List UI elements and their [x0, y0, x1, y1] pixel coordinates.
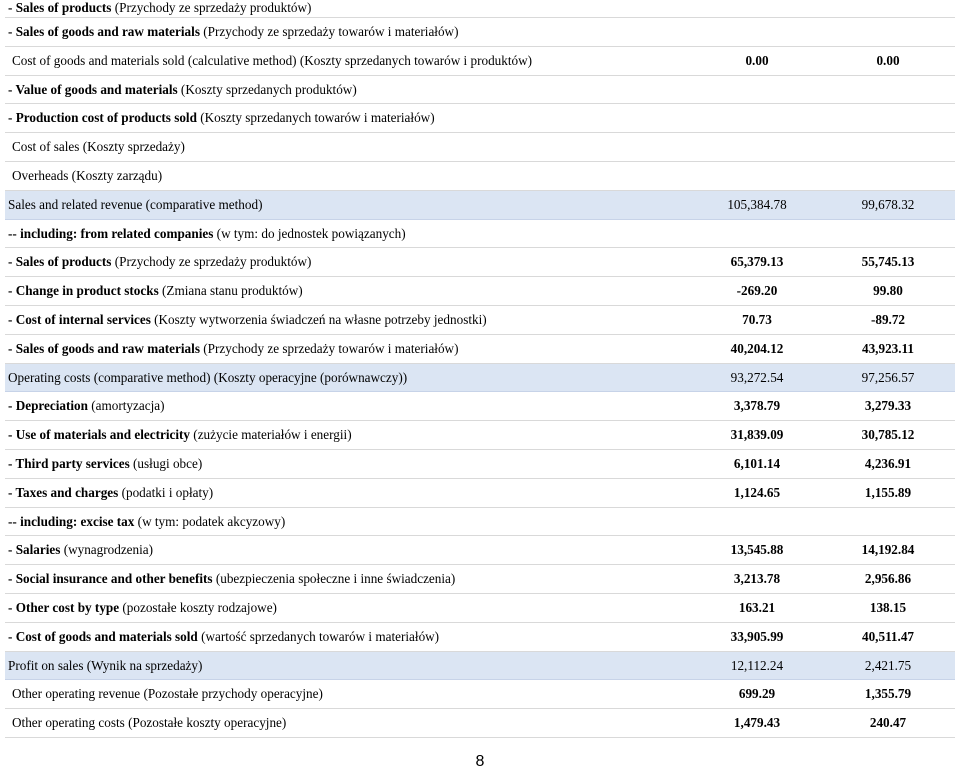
- table-row: [5, 277, 955, 306]
- value-previous: 138.15: [869, 599, 907, 615]
- row-label: [12, 162, 162, 190]
- value-previous: 240.47: [869, 715, 907, 731]
- value-previous: 97,256.57: [861, 369, 915, 385]
- row-label: [12, 709, 286, 737]
- table-row: [5, 479, 955, 508]
- table-row: [5, 594, 955, 623]
- row-label: [8, 536, 153, 564]
- row-label-text: Overheads (Koszty zarządu): [12, 167, 163, 183]
- value-previous: 1,155.89: [864, 484, 912, 500]
- row-label: [8, 479, 213, 507]
- row-label-text: (zużycie materiałów i energii): [190, 427, 352, 443]
- row-label-bold: - Production cost of products sold: [8, 110, 197, 126]
- table-row: [5, 565, 955, 594]
- value-current: 31,839.09: [730, 427, 784, 443]
- row-label-text: Sales and related revenue (comparative method): [8, 196, 263, 212]
- table-row: [5, 335, 955, 364]
- value-current: 105,384.78: [727, 196, 787, 212]
- row-label: [8, 565, 455, 593]
- row-label: [8, 450, 202, 478]
- table-row: [5, 47, 955, 76]
- row-label-bold: -- including: from related companies: [8, 225, 214, 241]
- table-row: [5, 364, 955, 393]
- row-label: [8, 623, 439, 651]
- table-row: [5, 18, 955, 47]
- value-previous: 3,279.33: [864, 398, 912, 414]
- table-row: [5, 191, 955, 220]
- value-current: 0.00: [745, 52, 769, 68]
- row-label: [8, 306, 487, 334]
- table-row: [5, 392, 955, 421]
- table-row: [5, 680, 955, 709]
- value-previous: 99,678.32: [861, 196, 915, 212]
- value-previous: 55,745.13: [861, 254, 915, 270]
- table-row: [5, 508, 955, 537]
- row-label-bold: - Third party services: [8, 455, 130, 471]
- value-current: 1,124.65: [733, 484, 781, 500]
- row-label-text: (amortyzacja): [87, 398, 165, 414]
- row-label-text: (Przychody ze sprzedaży produktów): [111, 254, 312, 270]
- value-previous: -89.72: [870, 311, 906, 327]
- value-current: 65,379.13: [730, 254, 784, 270]
- table-row: [5, 652, 955, 681]
- value-current: 93,272.54: [730, 369, 784, 385]
- table-row: [5, 76, 955, 105]
- row-label-text: (Koszty sprzedanych towarów i materiałów): [196, 110, 435, 126]
- row-label-text: Other operating costs (Pozostałe koszty operacyjne): [12, 715, 287, 731]
- row-label: [8, 191, 262, 219]
- row-label: [12, 680, 323, 708]
- row-label-text: Other operating revenue (Pozostałe przychody operacyjne): [12, 686, 323, 702]
- row-label-bold: - Salaries: [8, 542, 61, 558]
- row-label-text: (Koszty sprzedanych produktów): [177, 81, 357, 97]
- value-current: 33,905.99: [730, 628, 784, 644]
- row-label-bold: - Value of goods and materials: [8, 81, 178, 97]
- value-current: 70.73: [742, 311, 772, 327]
- row-label-bold: -- including: excise tax: [8, 513, 135, 529]
- row-label: [8, 335, 458, 363]
- row-label-text: Profit on sales (Wynik na sprzedaży): [8, 657, 203, 673]
- row-label-bold: - Use of materials and electricity: [8, 427, 190, 443]
- row-label-text: (ubezpieczenia społeczne i inne świadczenia): [212, 571, 456, 587]
- row-label-text: Cost of goods and materials sold (calculative method) (Koszty sprzedanych towarów i produktów): [12, 52, 533, 68]
- row-label: [8, 277, 303, 305]
- value-current: 13,545.88: [730, 542, 784, 558]
- row-label-text: (Przychody ze sprzedaży towarów i materiałów): [199, 24, 459, 39]
- value-current: 163.21: [738, 599, 776, 615]
- value-current: 6,101.14: [733, 455, 781, 471]
- value-current: 40,204.12: [730, 340, 784, 356]
- row-label: [8, 652, 202, 680]
- table-row: [5, 421, 955, 450]
- row-label: [12, 133, 185, 161]
- value-previous: 0.00: [876, 52, 900, 68]
- row-label: [8, 364, 407, 392]
- table-row: [5, 133, 955, 162]
- table-row: [5, 0, 955, 18]
- row-label-bold: - Taxes and charges: [8, 484, 119, 500]
- row-label-text: Cost of sales (Koszty sprzedaży): [12, 139, 185, 155]
- value-previous: 1,355.79: [864, 686, 912, 702]
- row-label: [8, 0, 311, 15]
- value-current: 3,378.79: [733, 398, 781, 414]
- row-label-text: (pozostałe koszty rodzajowe): [119, 599, 277, 615]
- value-previous: 2,421.75: [864, 657, 912, 673]
- row-label-bold: - Sales of products: [8, 254, 112, 270]
- row-label-bold: - Social insurance and other benefits: [8, 571, 213, 587]
- table-row: [5, 536, 955, 565]
- value-current: 3,213.78: [733, 571, 781, 587]
- table-row: [5, 162, 955, 191]
- row-label: [8, 392, 164, 420]
- value-previous: 40,511.47: [861, 628, 915, 644]
- row-label-bold: - Sales of products: [8, 0, 112, 15]
- value-previous: 99.80: [873, 283, 903, 299]
- table-row: [5, 450, 955, 479]
- row-label-text: (usługi obce): [129, 455, 203, 471]
- financial-table: [5, 0, 955, 738]
- row-label: [8, 104, 435, 132]
- value-current: 12,112.24: [730, 657, 784, 673]
- row-label-bold: - Depreciation: [8, 398, 88, 414]
- row-label: [8, 220, 406, 248]
- row-label-bold: - Cost of goods and materials sold: [8, 628, 198, 644]
- value-previous: 43,923.11: [861, 340, 915, 356]
- value-current: 699.29: [738, 686, 776, 702]
- row-label: [8, 421, 352, 449]
- table-row: [5, 306, 955, 335]
- row-label-bold: - Cost of internal services: [8, 311, 151, 327]
- table-row: [5, 709, 955, 738]
- row-label-text: (wartość sprzedanych towarów i materiałów): [197, 628, 440, 644]
- row-label-text: (wynagrodzenia): [60, 542, 154, 558]
- row-label-text: (Przychody ze sprzedaży towarów i materiałów): [199, 340, 459, 356]
- row-label: [8, 594, 277, 622]
- row-label-text: (Zmiana stanu produktów): [158, 283, 303, 299]
- value-current: -269.20: [736, 283, 778, 299]
- row-label-bold: - Change in product stocks: [8, 283, 159, 299]
- table-row: [5, 248, 955, 277]
- row-label-text: (Przychody ze sprzedaży produktów): [111, 0, 312, 15]
- row-label: [12, 47, 532, 75]
- row-label: [8, 76, 357, 104]
- row-label-text: (w tym: podatek akcyzowy): [134, 513, 286, 529]
- value-previous: 4,236.91: [864, 455, 912, 471]
- value-previous: 14,192.84: [861, 542, 915, 558]
- row-label: [8, 508, 285, 536]
- page-number: 8: [475, 753, 485, 770]
- row-label-text: Operating costs (comparative method) (Koszty operacyjne (porównawczy)): [8, 369, 408, 385]
- value-previous: 30,785.12: [861, 427, 915, 443]
- row-label-bold: - Other cost by type: [8, 599, 120, 615]
- row-label-text: (podatki i opłaty): [118, 484, 214, 500]
- row-label-bold: - Sales of goods and raw materials: [8, 340, 200, 356]
- value-previous: 2,956.86: [864, 571, 912, 587]
- table-row: [5, 104, 955, 133]
- row-label: [8, 18, 458, 46]
- row-label: [8, 248, 311, 276]
- row-label-bold: - Sales of goods and raw materials: [8, 24, 200, 39]
- row-label-text: (Koszty wytworzenia świadczeń na własne potrzeby jednostki): [150, 311, 487, 327]
- row-label-text: (w tym: do jednostek powiązanych): [213, 225, 406, 241]
- table-row: [5, 623, 955, 652]
- value-current: 1,479.43: [733, 715, 781, 731]
- table-row: [5, 220, 955, 249]
